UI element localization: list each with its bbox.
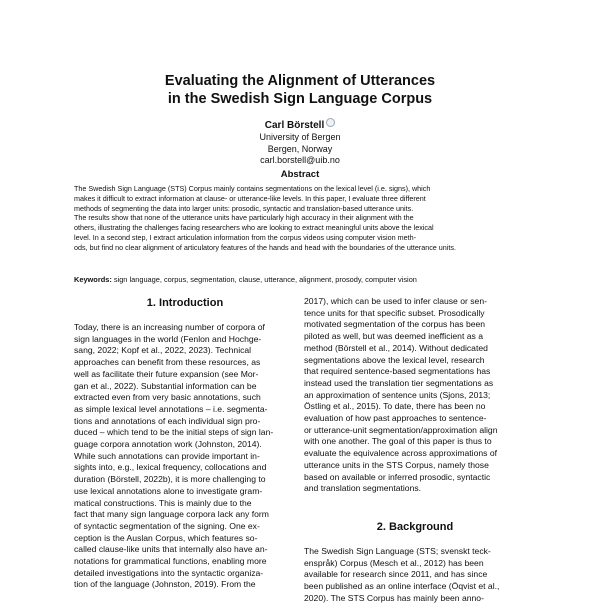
author-block	[150, 118, 450, 180]
introduction-continued-line: evaluation of how past approaches to sentence-	[304, 413, 487, 424]
paper-title	[60, 72, 540, 108]
introduction-continued-line: an approximation of sentence units (Sjons, 2013;	[304, 389, 491, 400]
introduction-continued-line: instead used the translation tier segmentations as	[304, 377, 494, 388]
introduction-line: of syntactic segmentation of the signing. One ex-	[74, 520, 260, 531]
introduction-line: tions and annotations of each individual sign pro-	[74, 415, 261, 426]
left-column	[74, 296, 296, 591]
introduction-continued-line: 2017), which can be used to infer clause or sen-	[304, 296, 487, 306]
introduction-continued-line: motivated segmentation of the corpus has been	[304, 319, 486, 330]
author-name: Carl Börstell	[264, 120, 325, 131]
abstract-line: level. In a second step, I extract articulation information from the corpus videos using computer vision meth-	[74, 232, 416, 242]
abstract-line: The Swedish Sign Language (STS) Corpus mainly contains segmentations on the lexical level (i.e. signs), which	[74, 184, 431, 193]
introduction-continued-body	[304, 296, 526, 495]
keywords	[74, 275, 534, 284]
abstract-line: makes it difficult to extract information at clause- or utterance-like levels. In this paper, I evaluate three different	[74, 193, 426, 203]
introduction-line: called clause-like units that internally also have an-	[74, 544, 268, 555]
introduction-line: matical constructions. This is mainly due to the	[74, 497, 252, 508]
introduction-continued-line: segmentations above the lexical level, research	[304, 354, 485, 365]
introduction-line: fact that many sign language corpora lack any form	[74, 509, 269, 520]
introduction-continued-line: based on available or inferred prosodic, syntactic	[304, 471, 491, 482]
title-line-2: in the Swedish Sign Language Corpus	[167, 91, 433, 107]
author-affiliation: University of Bergen	[259, 132, 341, 142]
introduction-continued-line: Östling et al., 2015). To date, there has been no	[304, 401, 486, 412]
introduction-line: gan et al., 2022). Substantial information can be	[74, 380, 257, 391]
background-heading: 2. Background	[376, 521, 454, 533]
introduction-line: While such annotations can provide important in-	[74, 450, 260, 461]
author-name-row	[150, 118, 450, 132]
keywords-label: Keywords:	[74, 275, 112, 284]
title-line-1: Evaluating the Alignment of Utterances	[164, 73, 436, 89]
background-body	[304, 546, 526, 605]
background-line: The Swedish Sign Language (STS; svenskt teck-	[304, 546, 491, 556]
introduction-line: duced – which tend to be the initial steps of sign lan-	[74, 427, 274, 438]
introduction-continued-line: tence units for that specific subset. Prosodically	[304, 307, 485, 318]
introduction-line: approaches can benefit from these resources, as	[74, 357, 261, 368]
introduction-line: well as facilitate their future expansion (see Mor-	[74, 368, 259, 379]
author-email[interactable]: carl.borstell@uib.no	[260, 155, 340, 165]
introduction-continued-line: evaluate the equivalence across approximations of	[304, 448, 497, 459]
introduction-line: ception is the Auslan Corpus, which features so-	[74, 532, 258, 543]
introduction-continued-line: utterance units in the STS Corpus, namely those	[304, 459, 489, 470]
background-line: available for research since 2011, and has since	[304, 569, 488, 580]
introduction-line: sign languages in the world (Fenlon and Hochge-	[74, 333, 262, 344]
introduction-line: guage corpora annotation work (Johnston, 2014).	[74, 439, 262, 450]
abstract-body	[74, 184, 526, 253]
background-line: 2020). The STS Corpus has mainly been anno-	[304, 592, 484, 603]
keywords-text: sign language, corpus, segmentation, clause, utterance, alignment, prosody, computer vision	[113, 275, 417, 284]
introduction-continued-line: method (Börstell et al., 2014). Without dedicated	[304, 342, 488, 353]
introduction-line: detailed investigations into the syntactic organiza-	[74, 567, 264, 578]
introduction-line: sang, 2022; Kopf et al., 2022, 2023). Technical	[74, 345, 252, 356]
introduction-line: notations for grammatical functions, enabling more	[74, 556, 267, 567]
introduction-line: extracted even from very basic annotations, such	[74, 392, 261, 403]
abstract-line: methods of segmenting the data into larger units: prosodic, syntactic and translation-based utterance units.	[74, 203, 414, 213]
introduction-line: use lexical annotations alone to investigate gram-	[74, 485, 263, 496]
introduction-continued-line: with one another. The goal of this paper is thus to	[304, 436, 492, 447]
abstract-line: others, illustrating the challenges facing researchers who are looking to extract meaningful units above the lexical	[74, 223, 434, 233]
introduction-continued-line: that required sentence-based segmentations has	[304, 366, 491, 377]
abstract-heading: Abstract	[280, 168, 320, 180]
introduction-continued-line: piloted as well, but was deemed inefficient as a	[304, 331, 483, 342]
introduction-continued-line: and translation segmentations.	[304, 483, 422, 494]
background-line: been published as an online interface (Öqvist et al.,	[304, 581, 500, 592]
orcid-icon[interactable]	[326, 118, 335, 127]
author-location: Bergen, Norway	[267, 143, 333, 154]
introduction-heading: 1. Introduction	[146, 297, 224, 309]
introduction-line: tion of the language (Johnston, 2019). From the	[74, 579, 256, 590]
introduction-line: as simple lexical level annotations – i.e. segmenta-	[74, 403, 268, 414]
abstract-line: The results show that none of the utterance units have particularly high accuracy in their alignment with the	[74, 213, 414, 223]
abstract-line: ods, but find no clear alignment of articulatory features of the hands and head with the boundaries of the utterance units.	[74, 242, 456, 252]
introduction-line: duration (Börstell, 2022b), it is more challenging to	[74, 474, 266, 485]
introduction-line: Today, there is an increasing number of corpora of	[74, 322, 265, 332]
introduction-line: sights into, e.g., lexical frequency, collocations and	[74, 462, 267, 473]
introduction-continued-line: or utterance-unit segmentation/approximation align	[304, 424, 498, 435]
introduction-body	[74, 322, 296, 591]
background-line: enspråk) Corpus (Mesch et al., 2012) has been	[304, 557, 484, 568]
